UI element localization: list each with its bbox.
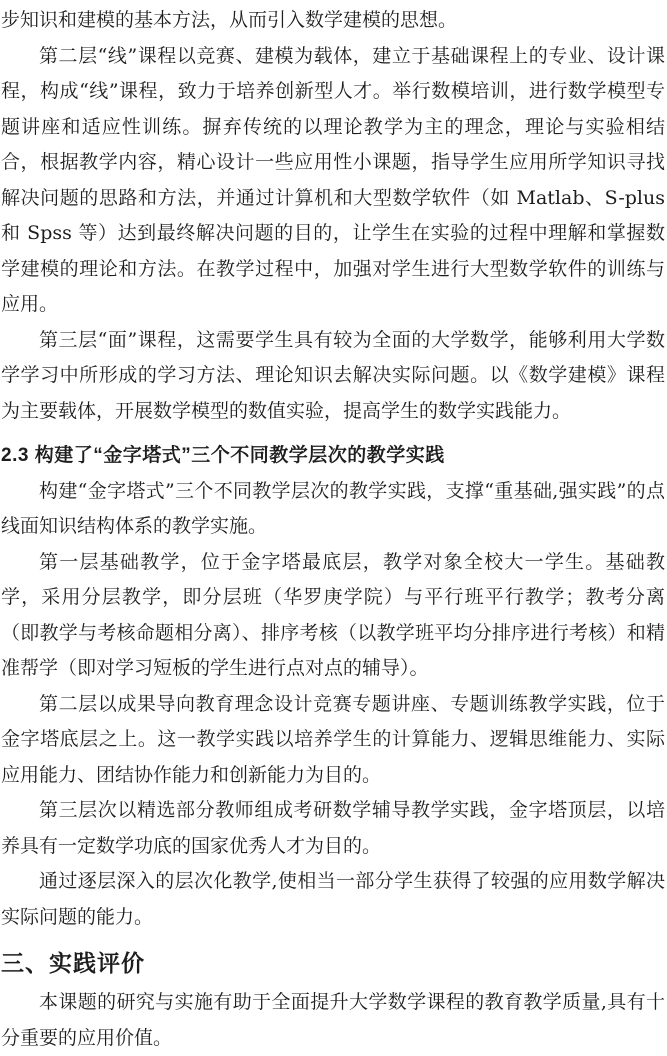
paragraph: 第一层基础教学，位于金字塔最底层，教学对象全校大一学生。基础教学，采用分层教学，即分层班（华罗庚学院）与平行班平行教学；教考分离（即教学与考核命题相分离）、排序考核（以教学班平均分排序进行考核）和精准帮学（即对学习短板的学生进行点对点的辅导）。 [1,550,665,679]
paragraph: 第二层以成果导向教育理念设计竞赛专题讲座、专题训练教学实践，位于金字塔底层之上。这一教学实践以培养学生的计算能力、逻辑思维能力、实际应用能力、团结协作能力和创新能力为目的。 [1,692,665,786]
paragraph: 步知识和建模的基本方法，从而引入数学建模的思想。 [1,9,458,31]
paragraph: 第二层“线”课程以竞赛、建模为载体，建立于基础课程上的专业、设计课程，构成“线”课程，致力于培养创新型人才。举行数模培训，进行数学模型专题讲座和适应性训练。摒弃传统的以理论教学为主的理念，理论与实验相结合，根据教学内容，精心设计一些应用性小课题，指导学生应用所学知识寻找解决问题的思路和方法，并通过计算机和大型数学软件（如 Matlab、S-plus 和 Spss 等）达到最终解决问题的目的，让学生在实验的过程中理解和掌握数学建模的理论和方法。在教学过程中，加强对学生进行大型数学软件的训练与应用。 [1,44,665,315]
paragraph: 本课题的研究与实施有助于全面提升大学数学课程的教育教学质量,具有十分重要的应用价值。 [1,991,665,1049]
subsection-heading: 2.3 构建了“金字塔式”三个不同教学层次的教学实践 [1,445,445,466]
paragraph: 第三层“面”课程，这需要学生具有较为全面的大学数学，能够利用大学数学学习中所形成的学习方法、理论知识去解决实际问题。以《数学建模》课程为主要载体，开展数学模型的数值实验，提高学生的数学实践能力。 [1,328,665,422]
paragraph: 构建“金字塔式”三个不同教学层次的教学实践，支撑“重基础,强实践”的点线面知识结构体系的教学实施。 [1,479,665,537]
paragraph: 通过逐层深入的层次化教学,使相当一部分学生获得了较强的应用数学解决实际问题的能力。 [1,870,665,928]
section-heading: 三、实践评价 [1,950,145,976]
paragraph: 第三层次以精选部分教师组成考研数学辅导教学实践，金字塔顶层，以培养具有一定数学功底的国家优秀人才为目的。 [1,799,665,857]
